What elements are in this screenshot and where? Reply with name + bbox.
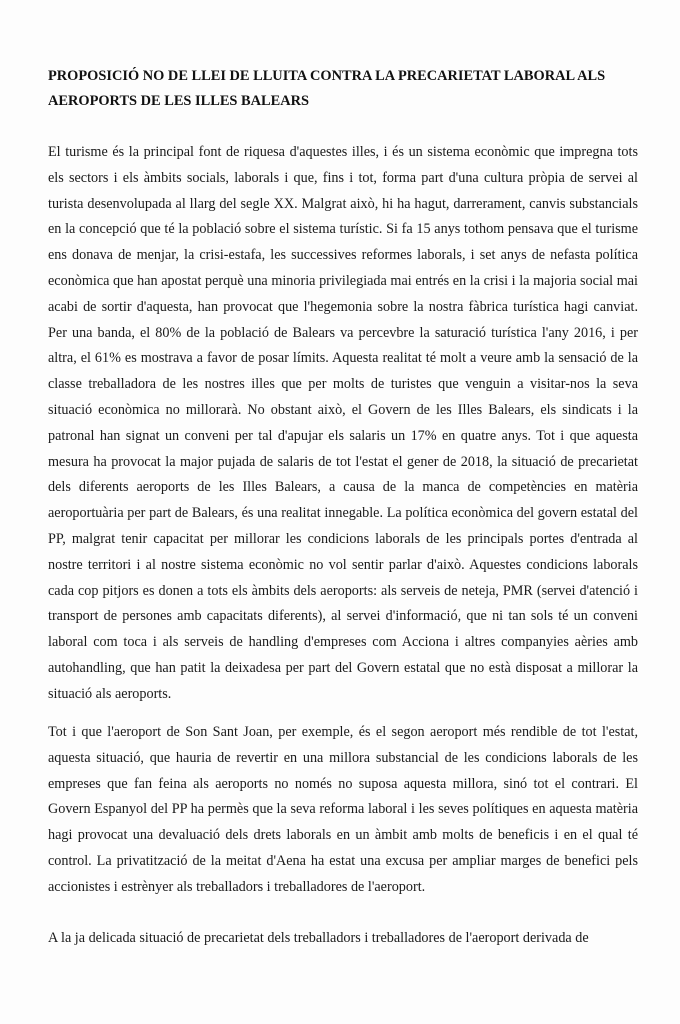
paragraph-3: A la ja delicada situació de precarietat dels treballadors i treballadores de l'aeroport derivada de bbox=[48, 930, 589, 946]
document-title: PROPOSICIÓ NO DE LLEI DE LLUITA CONTRA LA PRECARIETAT LABORAL ALS AEROPORTS DE LES ILLES BALEARS bbox=[48, 68, 606, 109]
paragraph-1: El turisme és la principal font de riquesa d'aquestes illes, i és un sistema econòmic que impregna tots els sectors i els àmbits socials, laborals i que, fins i tot, forma part d'una cultura pròpia de servei al turista desenvolupada al llarg del segle XX. Malgrat això, hi ha hagut, darrerament, canvis substancials en la concepció que té la població sobre el sistema turístic. Si fa 15 anys tothom pensava que el turisme ens donava de menjar, la crisi-estafa, les successives reformes laborals, i set anys de nefasta política econòmica que han apostat perquè una minoria privilegiada mai entrés en la crisi i la majoria social mai acabi de sortir d'aquesta, han provocat que l'hegemonia sobre la nostra fàbrica turística hagi canviat. Per una banda, el 80% de la població de Balears va percevbre la saturació turística l'any 2016, i per altra, el 61% es mostrava a favor de posar límits. Aquesta realitat té molt a veure amb la sensació de la classe treballadora de les nostres illes que per molts de turistes que venguin a visitar-nos la seva situació econòmica no millorarà. No obstant això, el Govern de les Illes Balears, els sindicats i la patronal han signat un conveni per tal d'apujar els salaris un 17% en quatre anys. Tot i que aquesta mesura ha provocat la major pujada de salaris de tot l'estat el gener de 2018, la situació de precarietat dels diferents aeroports de les Illes Balears, a causa de la manca de competències en matèria aeroportuària per part de Balears, és una realitat innegable. La política econòmica del govern estatal del PP, malgrat tenir capacitat per millorar les condicions laborals de les principals portes d'entrada al nostre territori i al nostre sistema econòmic no vol sentir parlar d'això. Aquestes condicions laborals cada cop pitjors es donen a tots els àmbits dels aeroports: als serveis de neteja, PMR (servei d'atenció i transport de persones amb capacitats diferents), al servei d'informació, que ni tan sols té un conveni laboral com toca i als serveis de handling d'empreses com Acciona i altres companyies aèries amb autohandling, que han patit la deixadesa per part del Govern estatal que no està disposat a millorar la situació als aeroports. bbox=[48, 144, 638, 702]
paragraph-2: Tot i que l'aeroport de Son Sant Joan, per exemple, és el segon aeroport més rendible de tot l'estat, aquesta situació, que hauria de revertir en una millora substancial de les condicions laborals de les empreses que fan feina als aeroports no només no suposa aquesta millora, sinó tot el contrari. El Govern Espanyol del PP ha permès que la seva reforma laboral i les seves polítiques en aquesta matèria hagi provocat una devaluació dels drets laborals en un àmbit amb molts de beneficis i en el qual té control. La privatització de la meitat d'Aena ha estat una excusa per ampliar marges de benefici pels accionistes i estrènyer als treballadors i treballadores de l'aeroport. bbox=[48, 724, 638, 895]
